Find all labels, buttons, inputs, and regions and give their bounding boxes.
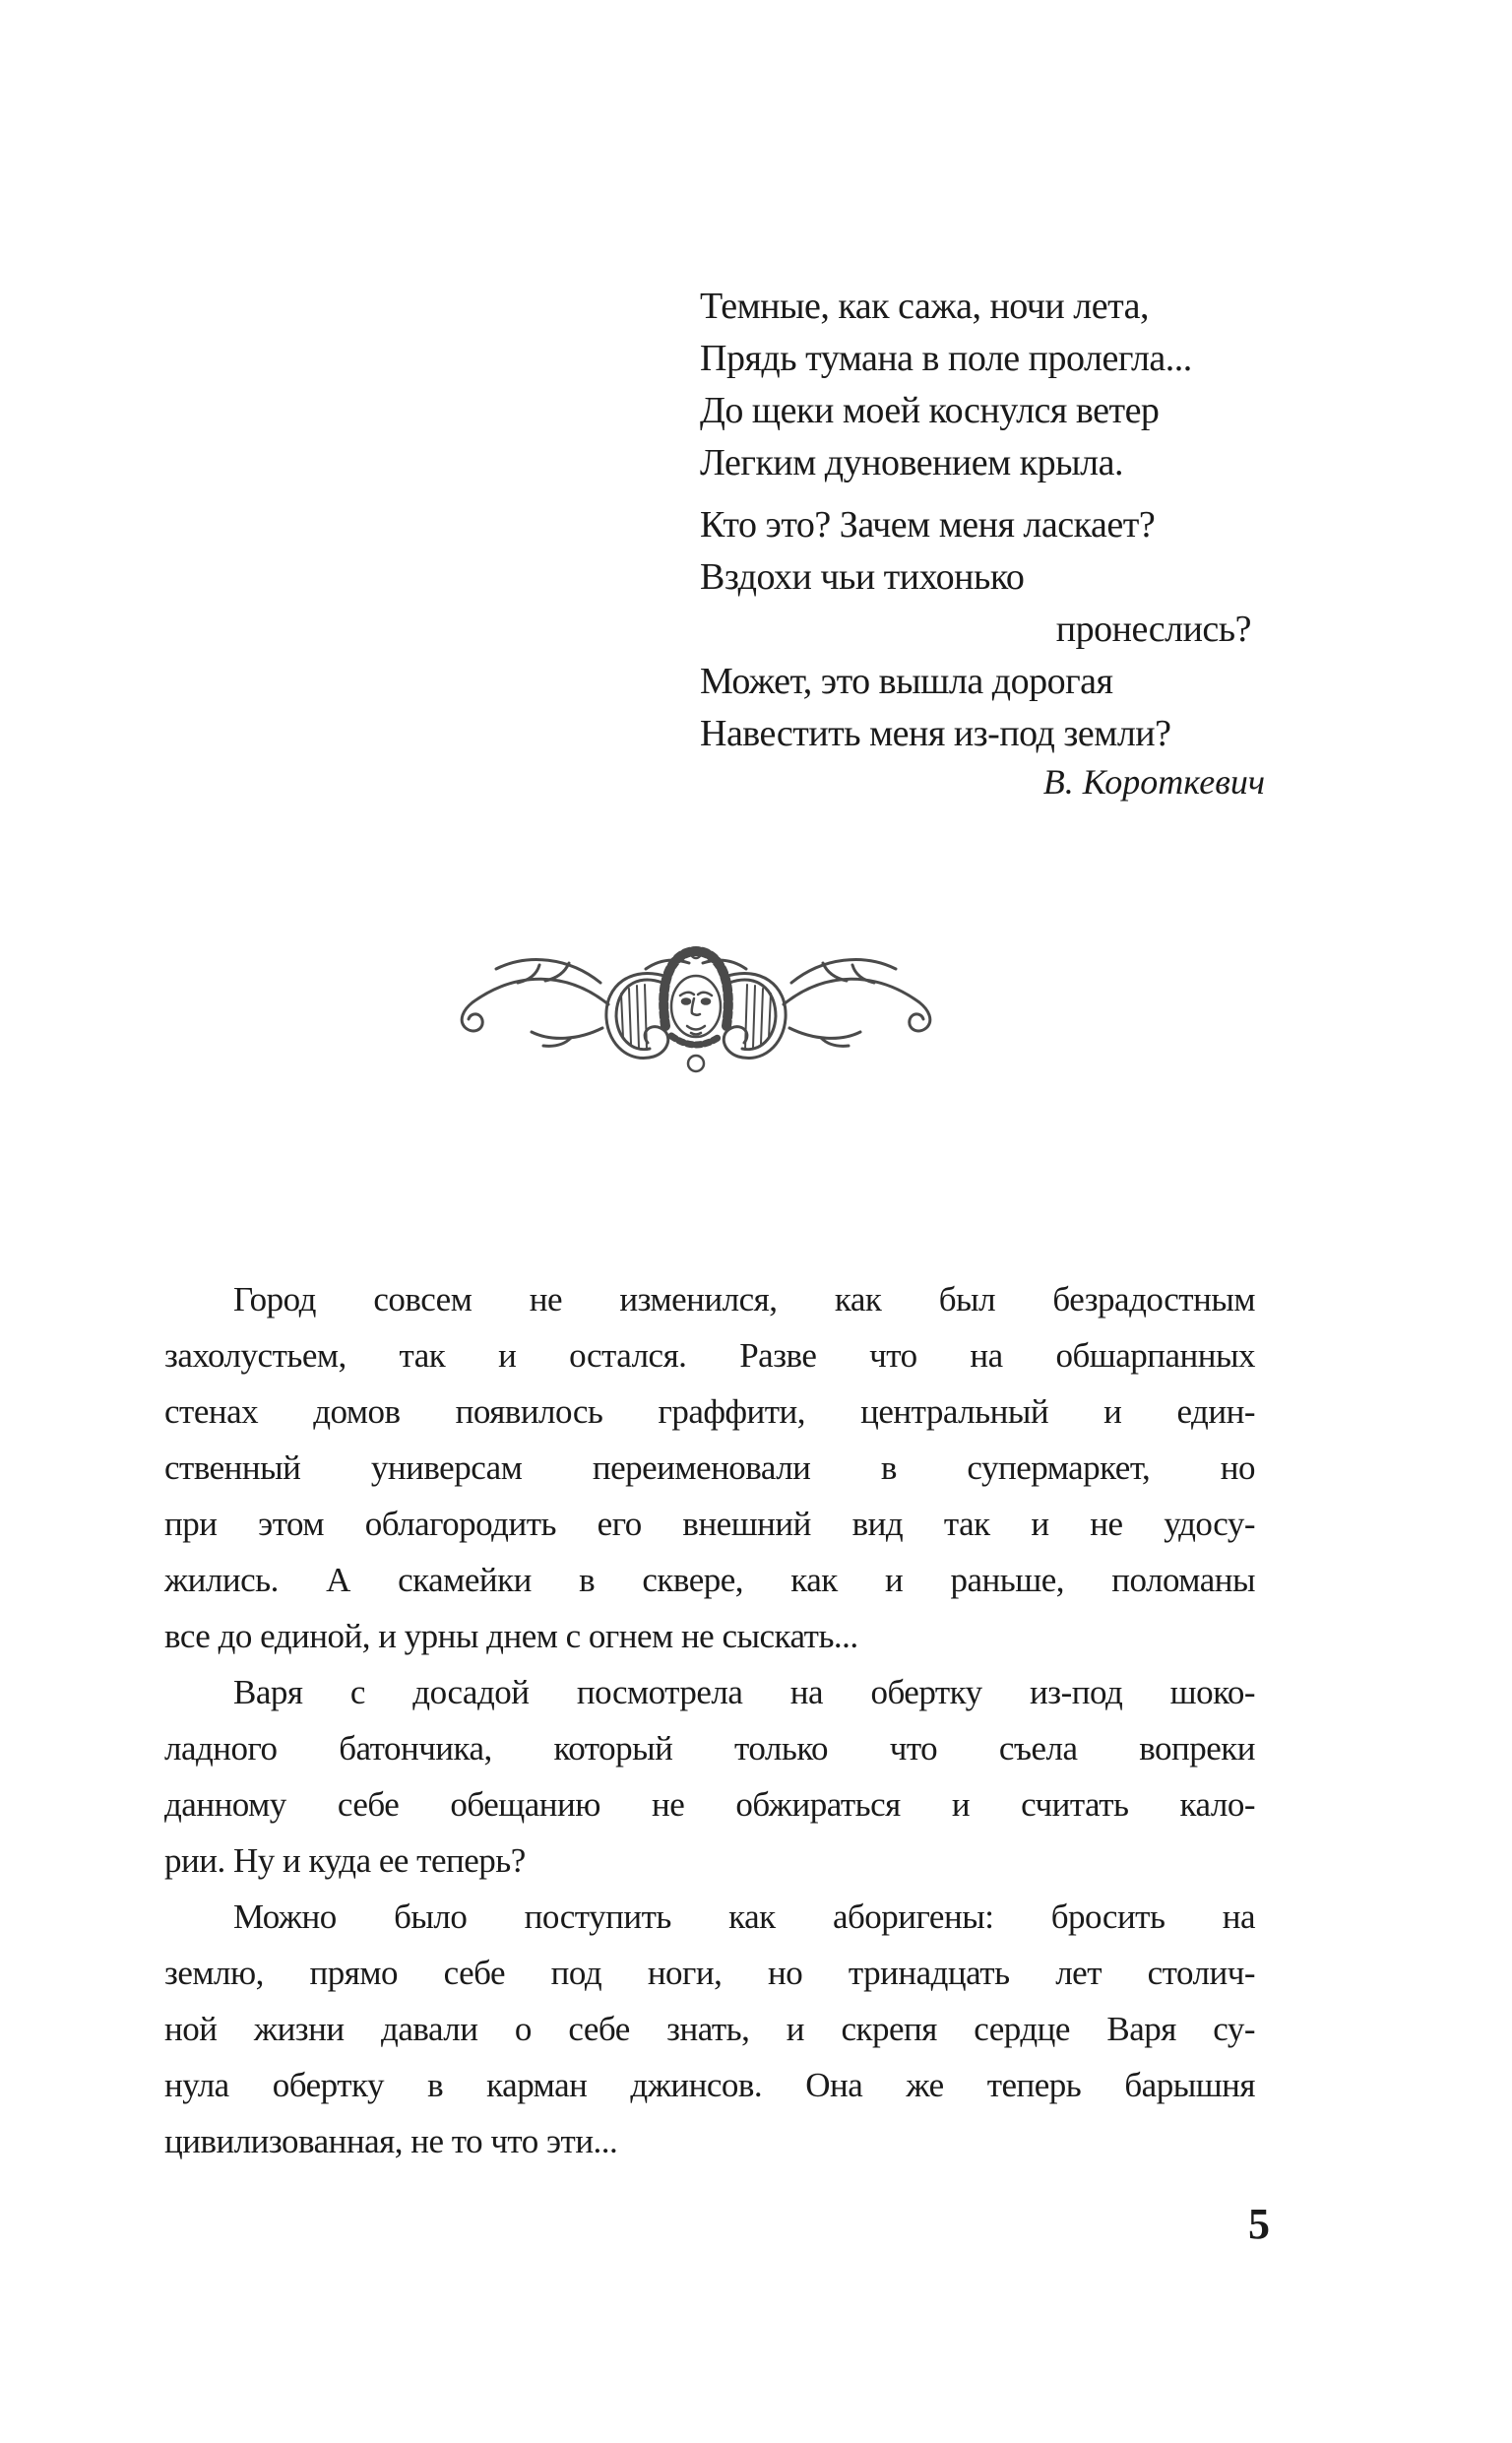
body-text-line: все до единой, и урны днем с огнем не сыскать... <box>164 1617 858 1655</box>
epigraph-line: Может, это вышла дорогая <box>700 661 1113 702</box>
epigraph-line: Легким дуновением крыла. <box>700 442 1123 483</box>
body-text-line: Город совсем не изменился, как был безрадостным <box>233 1280 1255 1318</box>
body-text-line: Можно было поступить как аборигены: бросить на <box>233 1897 1255 1936</box>
epigraph-attribution: В. Короткевич <box>1042 762 1265 802</box>
body-text-line: при этом облагородить его внешний вид так и не удосу- <box>164 1505 1255 1543</box>
body-text-line: ладного батончика, который только что съела вопреки <box>164 1729 1255 1768</box>
body-text-line: ной жизни давали о себе знать, и скрепя сердце Варя су- <box>164 2010 1255 2048</box>
body-text-line: нула обертку в карман джинсов. Она же теперь барышня <box>164 2066 1255 2104</box>
body-text-line: ственный универсам переименовали в супермаркет, но <box>164 1448 1255 1487</box>
epigraph-line: Темные, как сажа, ночи лета, <box>700 286 1150 327</box>
epigraph-line: пронеслись? <box>1055 609 1251 650</box>
epigraph-line: До щеки моей коснулся ветер <box>700 390 1160 431</box>
body-text <box>164 1271 1255 2169</box>
epigraph-line: Прядь тумана в поле пролегла... <box>700 338 1192 379</box>
epigraph-line: Навестить меня из-под земли? <box>700 713 1171 754</box>
body-text-line: жились. А скамейки в сквере, как и раньше, поломаны <box>164 1561 1255 1599</box>
body-text-line: захолустьем, так и остался. Разве что на обшарпанных <box>164 1336 1255 1375</box>
body-text-line: рии. Ну и куда ее теперь? <box>164 1841 526 1880</box>
body-text-line: данному себе обещанию не обжираться и считать кало- <box>164 1785 1255 1824</box>
body-text-line: Варя с досадой посмотрела на обертку из-под шоко- <box>233 1673 1255 1711</box>
body-text-line: цивилизованная, не то что эти... <box>164 2122 618 2160</box>
epigraph-line: Кто это? Зачем меня ласкает? <box>700 504 1156 546</box>
epigraph-poem <box>700 281 1265 760</box>
body-text-line: стенах домов появилось граффити, центральный и един- <box>164 1392 1255 1431</box>
epigraph-line: Вздохи чьи тихонько <box>700 556 1025 598</box>
body-text-line: землю, прямо себе под ноги, но тринадцать лет столич- <box>164 1954 1255 1992</box>
vignette-ornament-icon <box>453 941 939 1103</box>
page-number: 5 <box>1248 2200 1270 2248</box>
